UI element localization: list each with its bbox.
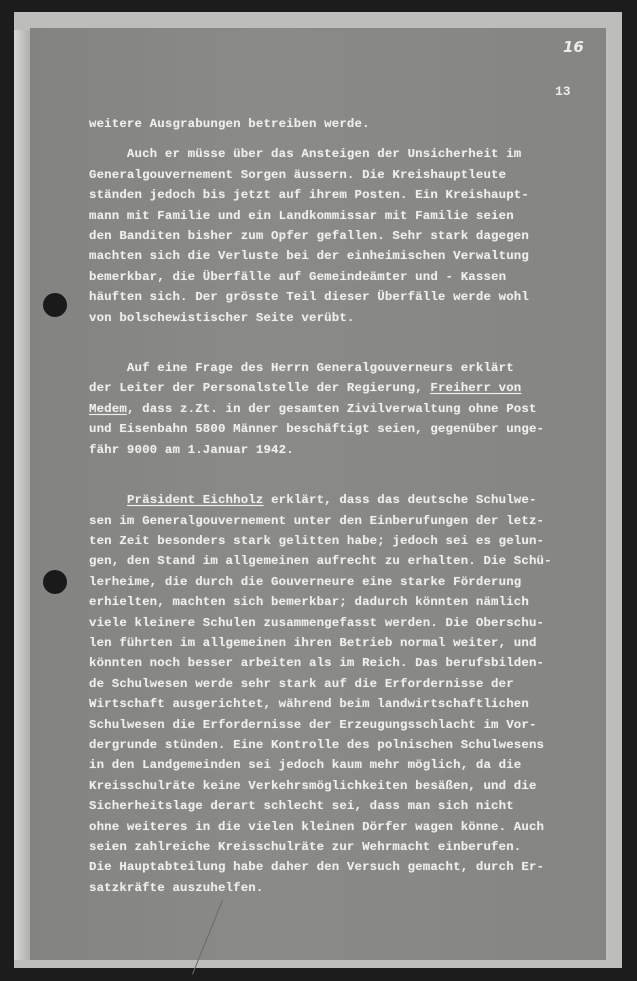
text-line: Sicherheitslage derart schlecht sei, dass man sich nicht (89, 799, 514, 814)
text-line: häuften sich. Der grösste Teil dieser Überfälle werde wohl (89, 290, 529, 305)
text-line: Auf eine Frage des Herrn Generalgouverneurs erklärt (89, 361, 514, 376)
page-number: 13 (555, 84, 571, 99)
text-line: Kreisschulräte keine Verkehrsmöglichkeiten besäßen, und die (89, 778, 537, 793)
text-line: seien zahlreiche Kreisschulräte zur Wehrmacht einberufen. (89, 840, 522, 854)
underlined-name: Präsident Eichholz (126, 493, 264, 508)
paragraph-2 (89, 144, 603, 328)
indent (89, 493, 127, 507)
text-line: Auch er müsse über das Ansteigen der Unsicherheit im (89, 147, 522, 162)
text-line: machten sich die Verluste bei der einheimischen Verwaltung (89, 249, 529, 264)
text-line: den Banditen bisher zum Opfer gefallen. Sehr stark dagegen (89, 229, 529, 244)
text-line: weitere Ausgrabungen betreiben werde. (89, 117, 370, 131)
text-line: Generalgouvernement Sorgen äussern. Die Kreishauptleute (89, 167, 507, 182)
text-line: von bolschewistischer Seite verübt. (89, 310, 355, 325)
text-line: len führten im allgemeinen ihren Betrieb normal weiter, und (89, 635, 537, 650)
text-line: erhielten, machten sich bemerkbar; dadurch könnten nämlich (89, 595, 529, 610)
text-line: lerheime, die durch die Gouverneure eine starke Förderung (89, 574, 522, 589)
text-segment: der Leiter der Personalstelle der Regierung, (89, 381, 431, 396)
text-line (89, 490, 603, 510)
underlined-name: Freiherr von (430, 381, 522, 396)
paragraph-4 (89, 490, 603, 898)
text-segment: , dass z.Zt. in der gesamten Zivilverwaltung ohne Post (126, 401, 537, 416)
text-line: Die Hauptabteilung habe daher den Versuch gemacht, durch Er- (89, 860, 545, 875)
text-line: viele kleinere Schulen zusammengefasst werden. Die Oberschu- (89, 615, 545, 630)
text-line: gen, den Stand im allgemeinen aufrecht zu erhalten. Die Schü- (89, 554, 552, 569)
text-line (89, 399, 603, 419)
punch-hole-top (43, 293, 67, 317)
text-line: bemerkbar, die Überfälle auf Gemeindeämter und - Kassen (89, 269, 507, 284)
text-line: in den Landgemeinden sei jedoch kaum mehr möglich, da die (89, 758, 522, 773)
text-segment: erklärt, dass das deutsche Schulwe- (263, 493, 537, 508)
handwritten-folio-number: 16 (563, 38, 584, 56)
text-line (89, 378, 603, 398)
underlined-name: Medem (89, 401, 127, 416)
paragraph-1 (89, 114, 603, 134)
text-line: ohne weiteres in die vielen kleinen Dörfer wagen könne. Auch (89, 819, 545, 834)
text-line: de Schulwesen werde sehr stark auf die Erfordernisse der (89, 676, 514, 691)
text-line: könnten noch besser arbeiten als im Reich. Das berufsbilden- (89, 656, 545, 671)
document-body (89, 114, 603, 898)
text-line: Wirtschaft ausgerichtet, während beim landwirtschaftlichen (89, 697, 529, 712)
text-line: dergrunde stünden. Eine Kontrolle des polnischen Schulwesens (89, 737, 545, 752)
text-line: ständen jedoch bis jetzt auf ihrem Posten. Ein Kreishaupt- (89, 188, 529, 203)
text-line: satzkräfte auszuhelfen. (89, 880, 264, 895)
punch-hole-bottom (43, 570, 67, 594)
text-line: sen im Generalgouvernement unter den Einberufungen der letz- (89, 513, 545, 528)
text-line: und Eisenbahn 5800 Männer beschäftigt seien, gegenüber unge- (89, 422, 545, 437)
text-line: fähr 9000 am 1.Januar 1942. (89, 442, 294, 457)
text-line: mann mit Familie und ein Landkommissar mit Familie seien (89, 208, 514, 223)
text-line: Schulwesen die Erfordernisse der Erzeugungsschlacht im Vor- (89, 717, 537, 732)
paragraph-3 (89, 358, 603, 460)
text-line: ten Zeit besonders stark gelitten habe; jedoch sei es gelun- (89, 533, 545, 548)
